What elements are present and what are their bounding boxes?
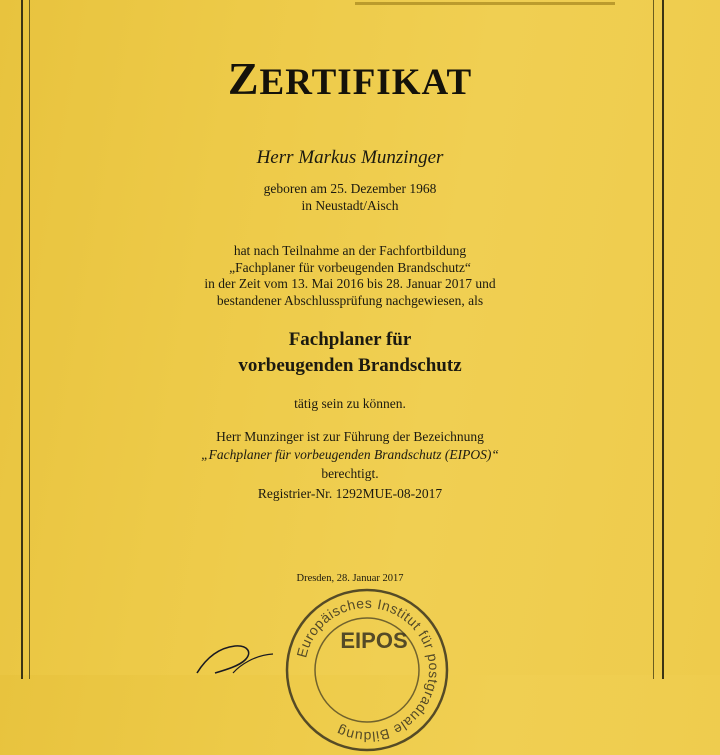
period-line: in der Zeit vom 13. Mai 2016 bis 28. Januar 2017 und: [204, 276, 496, 291]
certificate-title: [0, 53, 700, 104]
qualification-line-1: Fachplaner für: [288, 329, 412, 350]
institute-seal: [282, 585, 452, 755]
seal-center-text: EIPOS: [340, 628, 408, 653]
registration-number: Registrier-Nr. 1292MUE-08-2017: [257, 486, 443, 501]
exam-line: bestandener Abschlussprüfung nachgewiesen, als: [216, 293, 484, 308]
ability-line: tätig sein zu können.: [294, 396, 406, 411]
place-and-date: Dresden, 28. Januar 2017: [296, 573, 404, 584]
seal-ring-text: Europäisches Institut für postgraduale Bildung: [293, 594, 443, 746]
top-edge-decoration: [355, 0, 615, 5]
birth-date-line: geboren am 25. Dezember 1968: [263, 181, 437, 196]
birth-place-line: in Neustadt/Aisch: [301, 198, 399, 213]
qualification-line-2: vorbeugenden Brandschutz: [238, 355, 462, 376]
signature-image: [195, 640, 275, 675]
title-text: ZERTIFIKAT: [227, 53, 473, 104]
designation-line: „Fachplaner für vorbeugenden Brandschutz (EIPOS)“: [201, 447, 499, 462]
intro-line: hat nach Teilnahme an der Fachfortbildung: [233, 243, 467, 258]
course-name-line: „Fachplaner für vorbeugenden Brandschutz“: [229, 260, 471, 275]
recipient-name: Herr Markus Munzinger: [256, 147, 444, 168]
designation-intro-line: Herr Munzinger ist zur Führung der Bezeichnung: [216, 429, 484, 444]
authorized-line: berechtigt.: [321, 466, 379, 481]
